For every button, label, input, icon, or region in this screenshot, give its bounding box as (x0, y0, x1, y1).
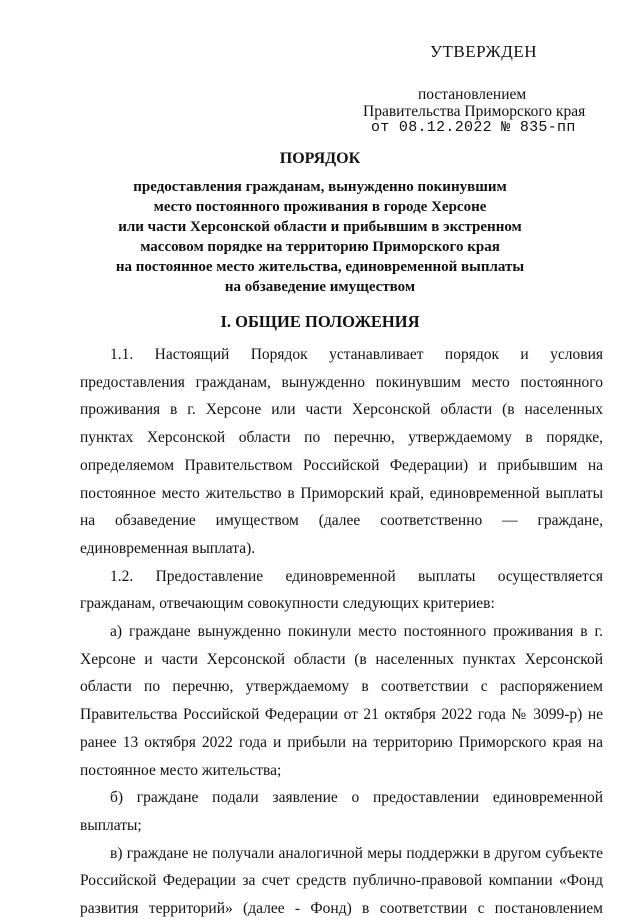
paragraph-v: в) граждане не получали аналогичной меры поддержки в другом субъекте Российской Федерации за счет средств публично-правовой компании «Фонд развития территорий» (далее - Фонд) в соответствии с постановлением (80, 844, 603, 918)
approved-label: УТВЕРЖДЕН (430, 42, 537, 61)
subtitle-line: на обзаведение имуществом (224, 279, 416, 295)
subtitle-line: на постоянное место жительства, единовременной выплаты (115, 259, 525, 275)
paragraph-b: б) граждане подали заявление о предоставлении единовременной выплаты; (80, 789, 603, 834)
section-heading: I. ОБЩИЕ ПОЛОЖЕНИЯ (220, 312, 420, 331)
paragraph-1-1: 1.1. Настоящий Порядок устанавливает порядок и условия предоставления гражданам, вынужденно покинувшим место постоянного проживания в г. Херсоне или части Херсонской области (в населенных пунктах Херсонской области по перечню, утверждаемому в порядке, определяемом Правительством Российской Федерации) и прибывшим на постоянное место жительство в Приморский край, единовременной выплаты на обзаведение имуществом (далее соответственно — граждане, единовременная выплата). (80, 346, 603, 557)
decree-line-1: постановлением (418, 86, 527, 103)
paragraph-a: а) граждане вынужденно покинули место постоянного проживания в г. Херсоне и части Херсонской области (в населенных пунктах Херсонской области по перечню, утверждаемому в соответствии с распоряжением Правительства Российской Федерации от 21 октября 2022 года № 3099-р) не ранее 13 октября 2022 года и прибыли на территорию Приморского края на постоянное место жительства; (80, 623, 603, 779)
document-body (80, 341, 603, 923)
paragraph-1-2: 1.2. Предоставление единовременной выплаты осуществляется гражданам, отвечающим совокупности следующих критериев: (80, 567, 603, 613)
subtitle-line: массовом порядке на территорию Приморского края (140, 239, 500, 255)
subtitle-line: предоставления гражданам, вынужденно покинувшим (133, 179, 507, 195)
document-title: ПОРЯДОК (279, 150, 361, 167)
decree-number: от 08.12.2022 № 835-пп (371, 119, 576, 136)
decree-line-2: Правительства Приморского края (363, 103, 586, 120)
document-subtitle (60, 177, 580, 297)
subtitle-line: место постоянного проживания в городе Херсоне (153, 199, 487, 215)
subtitle-line: или части Херсонской области и прибывшим в экстренном (118, 219, 522, 235)
